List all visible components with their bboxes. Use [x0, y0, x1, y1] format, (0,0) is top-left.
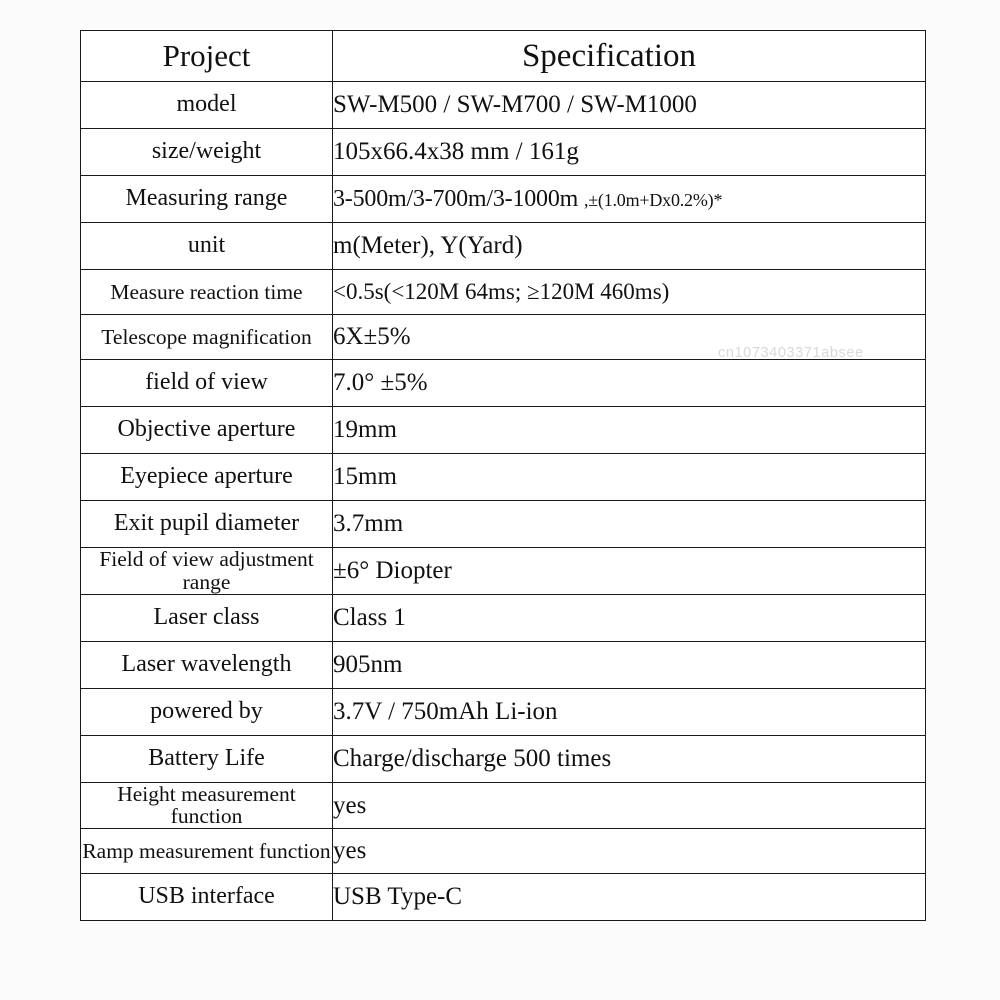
row-value-height-measurement-function: yes: [333, 782, 926, 829]
row-value-fov-adjustment-range: ±6° Diopter: [333, 548, 926, 595]
row-label-powered-by: powered by: [81, 688, 333, 735]
row-value-laser-wavelength: 905nm: [333, 641, 926, 688]
row-value-telescope-magnification: 6X±5%: [333, 315, 926, 360]
row-value-battery-life: Charge/discharge 500 times: [333, 735, 926, 782]
table-row: [81, 594, 926, 641]
table-row: [81, 735, 926, 782]
row-label-model: model: [81, 82, 333, 129]
row-value-objective-aperture: 19mm: [333, 407, 926, 454]
row-label-laser-wavelength: Laser wavelength: [81, 641, 333, 688]
row-value-exit-pupil-diameter: 3.7mm: [333, 501, 926, 548]
table-row: [81, 688, 926, 735]
table-row: [81, 641, 926, 688]
row-label-battery-life: Battery Life: [81, 735, 333, 782]
table-row: [81, 315, 926, 360]
table-header-row: [81, 31, 926, 82]
row-value-unit: m(Meter), Y(Yard): [333, 223, 926, 270]
row-label-measuring-range: Measuring range: [81, 176, 333, 223]
measuring-range-main: 3-500m/3-700m/3-1000m: [333, 185, 579, 212]
row-label-field-of-view: field of view: [81, 360, 333, 407]
watermark-text: cn1073403371absee: [718, 345, 864, 361]
table-row: [81, 874, 926, 921]
table-row: [81, 360, 926, 407]
row-value-ramp-measurement-function: yes: [333, 829, 926, 874]
row-label-fov-adjustment-range: Field of view adjustment range: [81, 548, 333, 595]
row-value-model: SW-M500 / SW-M700 / SW-M1000: [333, 82, 926, 129]
row-value-laser-class: Class 1: [333, 594, 926, 641]
row-label-telescope-magnification: Telescope magnification: [81, 315, 333, 360]
header-cell-project: Project: [81, 31, 333, 82]
table-row: [81, 501, 926, 548]
table-row: [81, 829, 926, 874]
row-value-eyepiece-aperture: 15mm: [333, 454, 926, 501]
table-row: [81, 176, 926, 223]
table-row: [81, 548, 926, 595]
table-row: [81, 223, 926, 270]
row-label-unit: unit: [81, 223, 333, 270]
table-row: [81, 454, 926, 501]
row-label-objective-aperture: Objective aperture: [81, 407, 333, 454]
table-row: [81, 782, 926, 829]
row-label-size-weight: size/weight: [81, 129, 333, 176]
table-row: [81, 129, 926, 176]
row-label-ramp-measurement-function: Ramp measurement function: [81, 829, 333, 874]
row-value-measure-reaction-time: <0.5s(<120M 64ms; ≥120M 460ms): [333, 270, 926, 315]
row-label-eyepiece-aperture: Eyepiece aperture: [81, 454, 333, 501]
row-value-size-weight: 105x66.4x38 mm / 161g: [333, 129, 926, 176]
row-label-usb-interface: USB interface: [81, 874, 333, 921]
header-specification-label: Specification: [521, 37, 697, 74]
measuring-range-accuracy: ,±(1.0m+Dx0.2%)*: [583, 189, 723, 210]
table-row: [81, 82, 926, 129]
table-row: [81, 407, 926, 454]
row-label-height-measurement-function: Height measurement function: [81, 782, 333, 829]
row-value-field-of-view: 7.0° ±5%: [333, 360, 926, 407]
row-label-exit-pupil-diameter: Exit pupil diameter: [81, 501, 333, 548]
header-cell-specification: [333, 31, 926, 82]
row-value-powered-by: 3.7V / 750mAh Li-ion: [333, 688, 926, 735]
row-label-measure-reaction-time: Measure reaction time: [81, 270, 333, 315]
table-row: [81, 270, 926, 315]
row-value-usb-interface: USB Type-C: [333, 874, 926, 921]
row-value-measuring-range: [333, 176, 926, 223]
row-label-laser-class: Laser class: [81, 594, 333, 641]
specification-table: [80, 30, 926, 921]
